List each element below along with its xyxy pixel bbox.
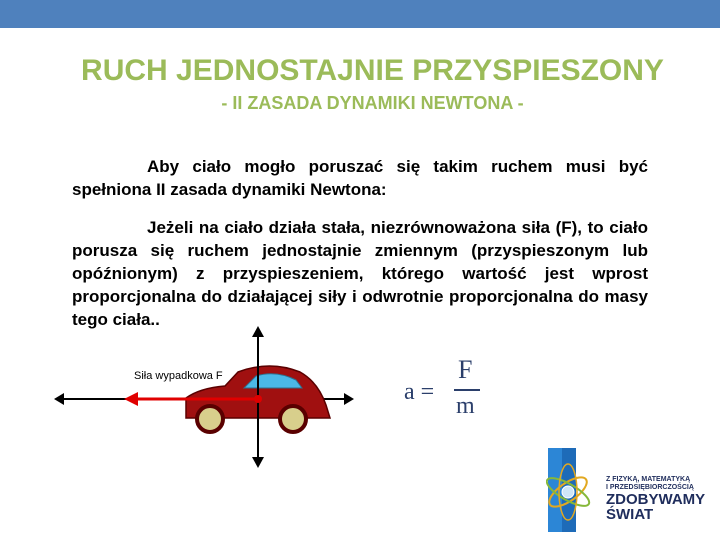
axis-arrow-down [252, 457, 264, 468]
slide-subtitle: - II ZASADA DYNAMIKI NEWTONA - [221, 93, 524, 113]
formula-denominator: m [456, 393, 475, 419]
center-of-mass [254, 395, 262, 403]
axis-arrow-right [344, 393, 354, 405]
formula-numerator: F [458, 355, 473, 384]
paragraph-2-text: Jeżeli na ciało działa stała, niezrównoważona siła (F), to ciało porusza się ruchem jednostajnie zmiennym (przyspieszonym lub opóźnionym) z przyspieszeniem, którego wartość jest wprost proporcjonalna do działającej siły i odwrotnie proporcjonalna do masy tego ciała.. [72, 218, 648, 329]
slide-title: RUCH JEDNOSTAJNIE PRZYSPIESZONY [81, 54, 664, 87]
logo-line-1: Z FIZYKĄ, MATEMATYKĄ [606, 476, 691, 483]
axis-arrow-left [54, 393, 64, 405]
car-wheel-rear [197, 406, 223, 432]
paragraph-1-text: Aby ciało mogło poruszać się takim ruchem musi być spełniona II zasada dynamiki Newtona: [72, 157, 648, 199]
logo-line-3: ZDOBYWAMY [606, 491, 706, 508]
car-wheel-front [280, 406, 306, 432]
formula-lhs: a = [404, 379, 435, 405]
axis-arrow-up [252, 326, 264, 337]
car-force-diagram [0, 320, 360, 480]
force-arrowhead [124, 392, 138, 406]
fraction-bar [454, 389, 480, 391]
force-label: Siła wypadkowa F [134, 370, 223, 382]
paragraph-1 [72, 155, 648, 201]
logo-line-4: ŚWIAT [606, 506, 654, 523]
top-bar [0, 0, 720, 28]
logo-line-2: I PRZEDSIĘBIORCZOŚCIĄ [606, 484, 694, 491]
paragraph-2 [72, 216, 648, 331]
logo-text [606, 476, 705, 522]
